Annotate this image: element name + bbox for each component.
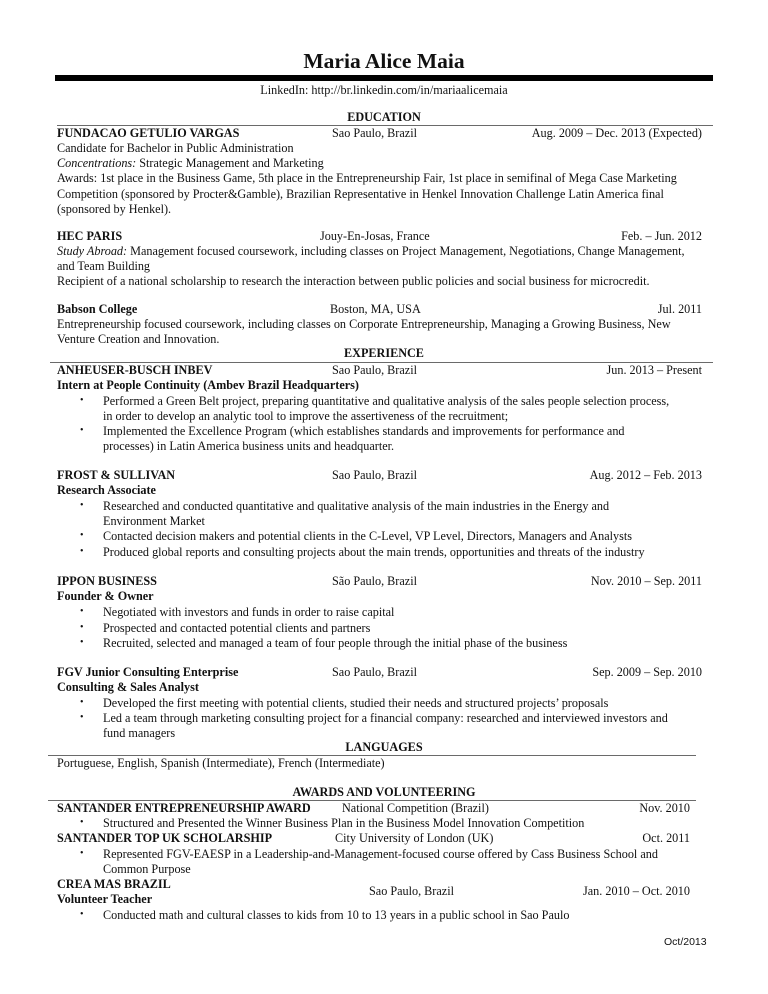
edu-location: Boston, MA, USA — [330, 302, 421, 316]
edu-detail-line: Venture Creation and Innovation. — [57, 332, 220, 346]
exp-bullet-text: Developed the first meeting with potential clients, studied their needs and structured projects’ proposals — [103, 696, 609, 710]
edu-study-abroad: Study Abroad: Management focused coursework, including classes on Project Management, Negotiations, Change Management, — [57, 244, 685, 258]
exp-bullet-text: Contacted decision makers and potential clients in the C-Level, VP Level, Directors, Managers and Analysts — [103, 529, 633, 543]
award-title: SANTANDER ENTREPRENEURSHIP AWARD — [57, 801, 311, 815]
edu-detail-line: Recipient of a national scholarship to research the interaction between public policies and social business for microcredit. — [57, 274, 650, 288]
bullet-icon: • — [80, 500, 84, 511]
exp-company: FGV Junior Consulting Enterprise — [57, 665, 239, 679]
award-dates: Jan. 2010 – Oct. 2010 — [583, 884, 690, 898]
bullet-icon: • — [80, 606, 84, 617]
edu-dates: Feb. – Jun. 2012 — [621, 229, 702, 243]
bullet-icon: • — [80, 817, 84, 828]
exp-bullet-text: processes) in Latin America business units and headquarter. — [103, 439, 395, 453]
bullet-icon: • — [80, 622, 84, 633]
edu-concentrations — [57, 156, 324, 171]
exp-role: Research Associate — [57, 483, 156, 497]
section-title-languages: LANGUAGES — [345, 740, 423, 754]
exp-bullet-text: Led a team through marketing consulting project for a financial company: researched and interviewed investors and — [103, 711, 668, 725]
award-bullet-text: Conducted math and cultural classes to kids from 10 to 13 years in a public school in Sao Paulo — [103, 908, 570, 922]
section-title-education: EDUCATION — [347, 110, 421, 124]
award-dates: Oct. 2011 — [642, 831, 690, 845]
edu-dates: Jul. 2011 — [657, 302, 702, 316]
exp-bullet-text: Researched and conducted quantitative and qualitative analysis of the main industries in the Energy and — [103, 499, 610, 513]
edu-institution: HEC PARIS — [57, 229, 123, 243]
edu-institution: FUNDACAO GETULIO VARGAS — [57, 126, 240, 140]
bullet-icon: • — [80, 530, 84, 541]
exp-role: Consulting & Sales Analyst — [57, 680, 199, 694]
exp-bullet-text: Environment Market — [103, 514, 205, 528]
edu-awards-line: (sponsored by Henkel). — [57, 202, 172, 216]
exp-dates: Sep. 2009 – Sep. 2010 — [592, 665, 702, 679]
award-location: Sao Paulo, Brazil — [369, 884, 454, 898]
exp-bullet-text: Produced global reports and consulting projects about the main trends, opportunities and threats of the industry — [103, 545, 645, 559]
edu-awards-line: Awards: 1st place in the Business Game, 5th place in the Entrepreneurship Fair, 1st place in semifinal of Mega Case Marketing — [57, 171, 677, 185]
award-bullet-text: Common Purpose — [103, 862, 191, 876]
bullet-icon: • — [80, 395, 84, 406]
exp-location: São Paulo, Brazil — [332, 574, 417, 588]
exp-bullet-text: Implemented the Excellence Program (which establishes standards and improvements for performance and — [103, 424, 625, 438]
edu-detail-line: and Team Building — [57, 259, 151, 273]
award-dates: Nov. 2010 — [639, 801, 690, 815]
exp-role: Intern at People Continuity (Ambev Brazil Headquarters) — [57, 378, 359, 392]
bullet-icon: • — [80, 425, 84, 436]
exp-bullet-text: Negotiated with investors and funds in order to raise capital — [103, 605, 395, 619]
concentrations-label: Concentrations: — [57, 156, 137, 170]
award-bullet-text: Structured and Presented the Winner Business Plan in the Business Model Innovation Competition — [103, 816, 585, 830]
bullet-icon: • — [80, 848, 84, 859]
edu-degree: Candidate for Bachelor in Public Administration — [57, 141, 294, 155]
exp-bullet-text: Recruited, selected and managed a team of four people through the initial phase of the business — [103, 636, 568, 650]
candidate-name: Maria Alice Maia — [303, 49, 465, 73]
award-location: National Competition (Brazil) — [342, 801, 489, 815]
edu-location: Jouy-En-Josas, France — [320, 229, 430, 243]
exp-role: Founder & Owner — [57, 589, 154, 603]
edu-location: Sao Paulo, Brazil — [332, 126, 417, 140]
bullet-icon: • — [80, 697, 84, 708]
bullet-icon: • — [80, 637, 84, 648]
exp-company: ANHEUSER-BUSCH INBEV — [57, 363, 213, 377]
linkedin-link[interactable]: LinkedIn: http://br.linkedin.com/in/mariaalicemaia — [260, 83, 508, 97]
exp-company: FROST & SULLIVAN — [57, 468, 176, 482]
bullet-icon: • — [80, 546, 84, 557]
exp-location: Sao Paulo, Brazil — [332, 363, 417, 377]
exp-bullet-text: Performed a Green Belt project, preparing quantitative and qualitative analysis of the sales people selection process, — [103, 394, 670, 408]
exp-location: Sao Paulo, Brazil — [332, 468, 417, 482]
edu-detail-line: Entrepreneurship focused coursework, including classes on Corporate Entrepreneurship, Managing a Growing Business, New — [57, 317, 671, 331]
award-title: CREA MAS BRAZIL — [57, 877, 171, 891]
exp-location: Sao Paulo, Brazil — [332, 665, 417, 679]
section-title-experience: EXPERIENCE — [344, 346, 424, 360]
exp-dates: Jun. 2013 – Present — [606, 363, 702, 377]
study-abroad-label: Study Abroad: — [57, 244, 128, 258]
edu-institution: Babson College — [57, 302, 138, 316]
exp-dates: Nov. 2010 – Sep. 2011 — [590, 574, 702, 588]
bullet-icon: • — [80, 712, 84, 723]
exp-bullet-text: in order to develop an analytic tool to improve the assertiveness of the recruitment; — [103, 409, 509, 423]
section-title-awards: AWARDS AND VOLUNTEERING — [292, 785, 476, 799]
header-divider — [55, 75, 713, 81]
award-location: City University of London (UK) — [335, 831, 494, 845]
edu-dates: Aug. 2009 – Dec. 2013 (Expected) — [531, 126, 702, 140]
concentrations-value: Strategic Management and Marketing — [139, 156, 324, 170]
award-role: Volunteer Teacher — [57, 892, 153, 906]
exp-bullet-text: fund managers — [103, 726, 176, 740]
languages-list: Portuguese, English, Spanish (Intermediate), French (Intermediate) — [57, 756, 385, 770]
award-bullet-text: Represented FGV-EAESP in a Leadership-and-Management-focused course offered by Cass Business School and — [103, 847, 658, 861]
footer-date: Oct/2013 — [664, 936, 707, 948]
edu-awards-line: Competition (sponsored by Procter&Gamble), Brazilian Representative in Henkel Innovation Challenge Latin America final — [57, 187, 664, 201]
exp-dates: Aug. 2012 – Feb. 2013 — [589, 468, 702, 482]
award-title: SANTANDER TOP UK SCHOLARSHIP — [57, 831, 273, 845]
bullet-icon: • — [80, 909, 84, 920]
exp-bullet-text: Prospected and contacted potential clients and partners — [103, 621, 371, 635]
exp-company: IPPON BUSINESS — [57, 574, 157, 588]
